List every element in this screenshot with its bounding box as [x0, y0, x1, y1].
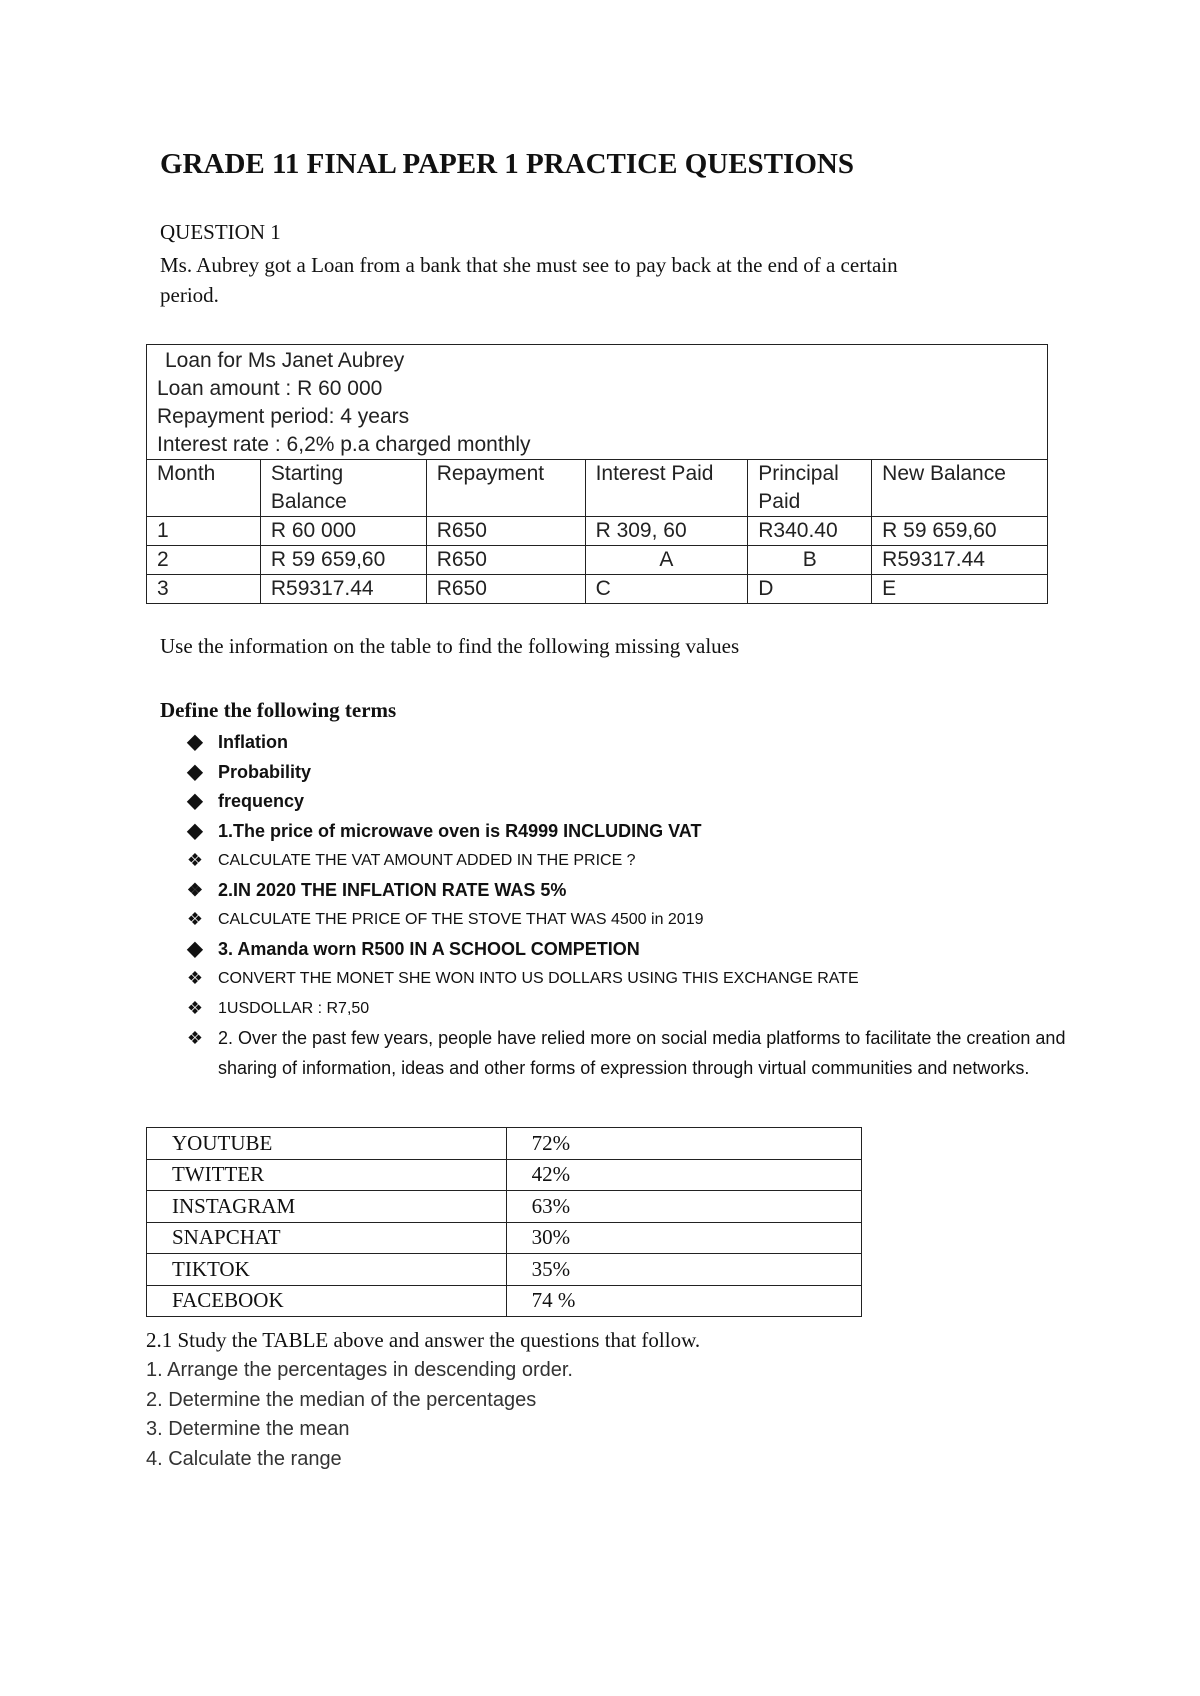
platform-cell: INSTAGRAM [147, 1191, 507, 1223]
loan-details-line: Interest rate : 6,2% p.a charged monthly [157, 433, 531, 456]
column-header: Starting Balance [260, 460, 426, 517]
list-item [180, 787, 1080, 817]
platform-cell: TIKTOK [147, 1254, 507, 1286]
four-diamond-bullet-icon: ❖ [186, 968, 204, 988]
column-header: Repayment [426, 460, 585, 517]
list-item-text: 3. Amanda worn R500 IN A SCHOOL COMPETION [218, 938, 640, 959]
platform-cell: YOUTUBE [147, 1128, 507, 1160]
list-item-text: 1.The price of microwave oven is R4999 INCLUDING VAT [218, 820, 702, 841]
four-diamond-bullet-icon: ❖ [186, 997, 204, 1018]
percentage-cell: 63% [506, 1191, 861, 1223]
table-cell: R 60 000 [260, 517, 426, 546]
table-cell: R59317.44 [872, 546, 1048, 575]
table-cell: R 59 659,60 [872, 517, 1048, 546]
table-cell: R 309, 60 [585, 517, 748, 546]
table-row [147, 517, 1048, 546]
task-list [146, 1356, 573, 1474]
table-row [147, 546, 1048, 575]
list-item-text: Probability [218, 761, 312, 782]
platform-cell: TWITTER [147, 1159, 507, 1191]
diamond-bullet-icon: ◆ [187, 790, 203, 812]
table-row [147, 1285, 862, 1317]
list-item-text: CONVERT THE MONET SHE WON INTO US DOLLARS USING THIS EXCHANGE RATE [218, 970, 859, 987]
table-cell: R650 [426, 575, 585, 604]
loan-details [147, 345, 1048, 460]
column-header: Principal Paid [748, 460, 872, 517]
list-item-text: CALCULATE THE PRICE OF THE STOVE THAT WAS 4500 in 2019 [218, 911, 704, 928]
list-item [180, 935, 1080, 965]
list-item [180, 994, 1080, 1024]
question-intro: Ms. Aubrey got a Loan from a bank that she must see to pay back at the end of a certain period. [160, 253, 898, 307]
four-diamond-bullet-icon: ❖ [186, 879, 204, 900]
list-item-text: Inflation [218, 732, 288, 752]
instruction-text: Use the information on the table to find the following missing values [160, 634, 740, 658]
column-header: Interest Paid [585, 460, 748, 517]
list-item [180, 728, 1080, 758]
table-cell: D [748, 575, 872, 604]
list-item [180, 876, 1080, 906]
social-media-table [146, 1127, 862, 1317]
study-instruction: 2.1 Study the TABLE above and answer the questions that follow. [146, 1328, 701, 1352]
table-cell: C [585, 575, 748, 604]
loan-column-header-row [147, 460, 1048, 517]
list-item: 2. Determine the median of the percentages [146, 1388, 537, 1411]
diamond-bullet-icon: ◆ [187, 819, 203, 842]
define-heading: Define the following terms [160, 698, 397, 722]
list-item [180, 964, 1080, 994]
loan-header-row [147, 345, 1048, 460]
list-item-text: 1USDOLLAR : R7,50 [218, 999, 370, 1017]
list-item: 1. Arrange the percentages in descending order. [146, 1359, 573, 1381]
table-row [147, 1222, 862, 1254]
page-title: GRADE 11 FINAL PAPER 1 PRACTICE QUESTIONS [160, 148, 854, 180]
list-item-text: 2.IN 2020 THE INFLATION RATE WAS 5% [218, 879, 567, 900]
four-diamond-bullet-icon: ❖ [186, 850, 204, 870]
table-cell: E [872, 575, 1048, 604]
loan-table [146, 344, 1048, 604]
list-item: 4. Calculate the range [146, 1447, 342, 1470]
table-cell: R 59 659,60 [260, 546, 426, 575]
table-cell: R650 [426, 546, 585, 575]
table-cell: B [748, 546, 872, 575]
percentage-cell: 42% [506, 1159, 861, 1191]
percentage-cell: 74 % [506, 1285, 861, 1317]
table-row [147, 575, 1048, 604]
percentage-cell: 72% [506, 1128, 861, 1160]
list-item-text: frequency [218, 791, 305, 811]
list-item [180, 905, 1080, 935]
percentage-cell: 30% [506, 1222, 861, 1254]
percentage-cell: 35% [506, 1254, 861, 1286]
column-header: New Balance [872, 460, 1048, 517]
four-diamond-bullet-icon: ❖ [186, 1028, 204, 1048]
loan-details-line: Loan amount : R 60 000 [157, 377, 383, 400]
list-item-text: CALCULATE THE VAT AMOUNT ADDED IN THE PRICE ? [218, 852, 636, 869]
platform-cell: SNAPCHAT [147, 1222, 507, 1254]
list-item-text: 2. Over the past few years, people have relied more on social media platforms to facilitate the creation and sharing of information, ideas and other forms of expression through virtual communities and networks. [218, 1028, 1066, 1078]
question-label: QUESTION 1 [160, 220, 281, 244]
table-row [147, 1191, 862, 1223]
question-list [180, 728, 1080, 1083]
table-cell: 3 [147, 575, 261, 604]
list-item [180, 817, 1080, 847]
list-item [180, 1023, 1080, 1083]
table-cell: 2 [147, 546, 261, 575]
list-item [180, 846, 1080, 876]
table-row [147, 1128, 862, 1160]
four-diamond-bullet-icon: ❖ [186, 909, 204, 929]
diamond-bullet-icon: ◆ [187, 760, 203, 783]
table-row [147, 1159, 862, 1191]
list-item [180, 758, 1080, 788]
table-row [147, 1254, 862, 1286]
table-cell: R650 [426, 517, 585, 546]
table-cell: A [585, 546, 748, 575]
list-item: 3. Determine the mean [146, 1418, 350, 1440]
table-cell: 1 [147, 517, 261, 546]
column-header: Month [147, 460, 261, 517]
loan-details-line: Loan for Ms Janet Aubrey [165, 349, 405, 372]
platform-cell: FACEBOOK [147, 1285, 507, 1317]
table-cell: R340.40 [748, 517, 872, 546]
diamond-bullet-icon: ◆ [187, 937, 203, 960]
loan-details-line: Repayment period: 4 years [157, 405, 410, 428]
diamond-bullet-icon: ◆ [187, 731, 203, 753]
table-cell: R59317.44 [260, 575, 426, 604]
